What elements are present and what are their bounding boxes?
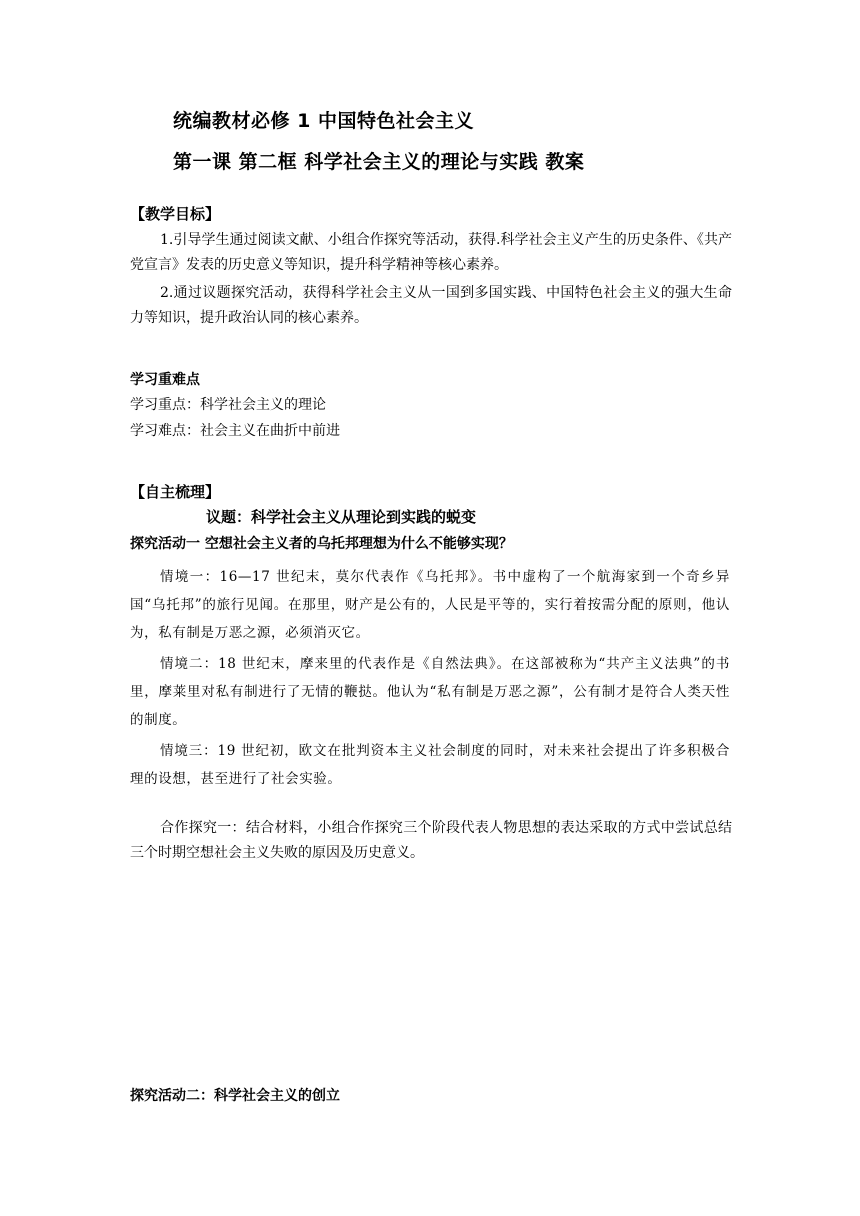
title-line-1: 统编教材必修 1 中国特色社会主义 (173, 110, 474, 132)
key-points-heading: 学习重难点 (130, 372, 200, 388)
title-line-2: 第一课 第二框 科学社会主义的理论与实践 教案 (173, 151, 585, 173)
scenario-3: 情境三：19 世纪初，欧文在批判资本主义社会制度的同时，对未来社会提出了许多积极合理的设想，甚至进行了社会实验。 (130, 743, 730, 787)
scenario-1: 情境一：16—17 世纪末，莫尔代表作《乌托邦》。书中虚构了一个航海家到一个奇乡异国“乌托邦”的旅行见闻。在那里，财产是公有的，人民是平等的，实行着按需分配的原则，他认为，私有制是万恶之源，必须消灭它。 (130, 569, 730, 641)
cooperation-task: 合作探究一：结合材料，小组合作探究三个阶段代表人物思想的表达采取的方式中尝试总结三个时期空想社会主义失败的原因及历史意义。 (130, 820, 732, 861)
activity-2-title: 探究活动二：科学社会主义的创立 (130, 1088, 340, 1104)
objective-item-1: 1.引导学生通过阅读文献、小组合作探究等活动，获得.科学社会主义产生的历史条件、《共产党宣言》发表的历史意义等知识，提升科学精神等核心素养。 (130, 232, 732, 273)
key-point-difficulty: 学习难点：社会主义在曲折中前进 (130, 423, 340, 439)
topic-heading: 议题：科学社会主义从理论到实践的蜕变 (206, 508, 477, 526)
self-study-heading: 【自主梳理】 (130, 483, 221, 501)
objectives-heading: 【教学目标】 (130, 205, 221, 223)
objective-item-2: 2.通过议题探究活动，获得科学社会主义从一国到多国实践、中国特色社会主义的强大生命力等知识，提升政治认同的核心素养。 (130, 285, 732, 326)
scenario-2: 情境二：18 世纪末，摩来里的代表作是《自然法典》。在这部被称为“共产主义法典”的书里，摩莱里对私有制进行了无情的鞭挞。他认为“私有制是万恶之源”，公有制才是符合人类天性的制度。 (130, 656, 730, 728)
activity-1-title: 探究活动一 空想社会主义者的乌托邦理想为什么不能够实现？ (130, 536, 513, 552)
key-point-focus: 学习重点：科学社会主义的理论 (130, 397, 326, 413)
